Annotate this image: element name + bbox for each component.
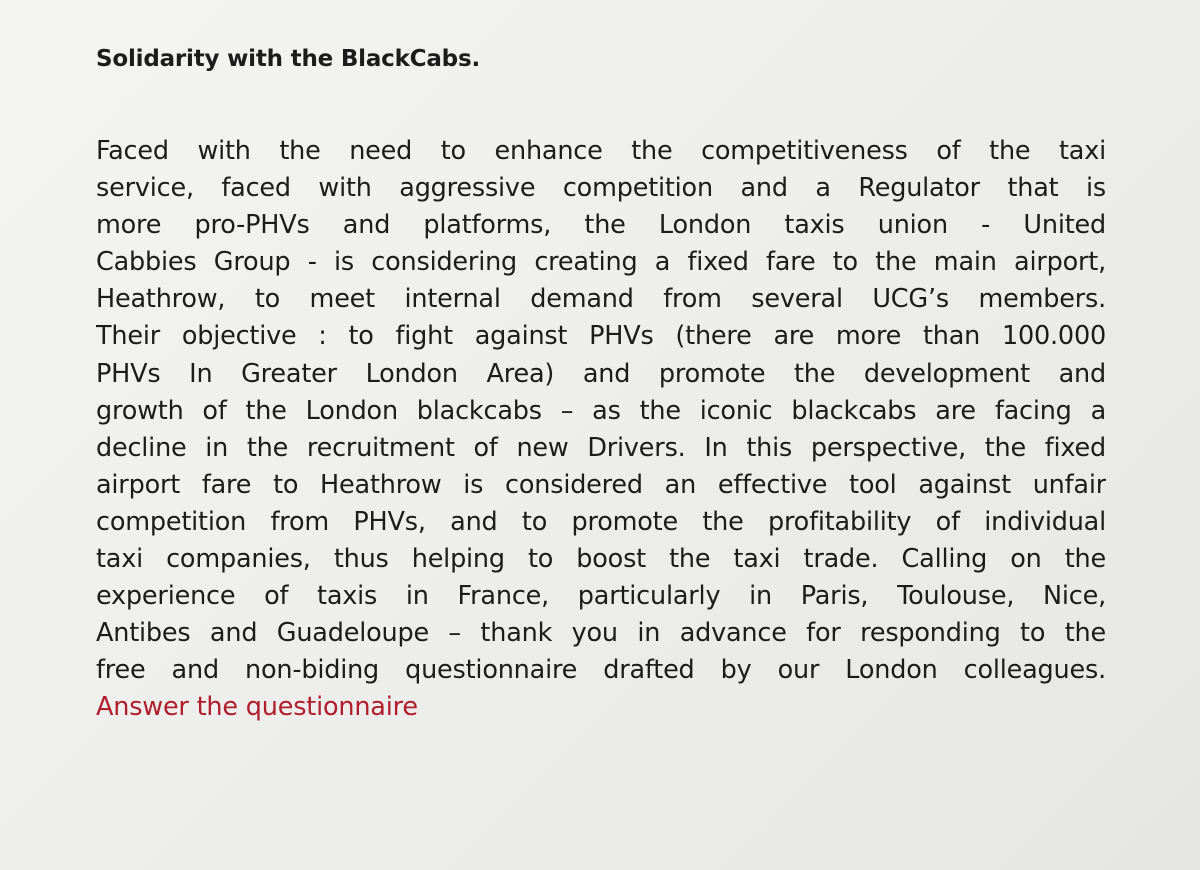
document-title: Solidarity with the BlackCabs. (96, 46, 480, 72)
paragraph-line: Faced with the need to enhance the competitiveness of the taxi (96, 136, 1106, 166)
paragraph-line: decline in the recruitment of new Drivers. In this perspective, the fixed (96, 432, 1106, 463)
body-paragraph (96, 133, 1106, 727)
paragraph-line: Heathrow, to meet internal demand from several UCG’s members. (96, 284, 1106, 315)
paragraph-line: Cabbies Group - is considering creating a fixed fare to the main airport, (96, 247, 1106, 278)
answer-questionnaire-link[interactable]: Answer the questionnaire (96, 692, 418, 723)
paragraph-line: service, faced with aggressive competition and a Regulator that is (96, 173, 1106, 204)
paragraph-line: competition from PHVs, and to promote the profitability of individual (96, 506, 1106, 537)
paragraph-line: growth of the London blackcabs – as the iconic blackcabs are facing a (96, 395, 1106, 426)
paragraph-line: free and non-biding questionnaire drafted by our London colleagues. (96, 655, 1106, 686)
paragraph-line: taxi companies, thus helping to boost the taxi trade. Calling on the (96, 544, 1106, 575)
paragraph-line: PHVs In Greater London Area) and promote the development and (96, 358, 1106, 389)
paragraph-line: airport fare to Heathrow is considered an effective tool against unfair (96, 469, 1106, 500)
paragraph-line: more pro-PHVs and platforms, the London taxis union - United (96, 210, 1106, 241)
paragraph-line: Their objective : to fight against PHVs (there are more than 100.000 (96, 321, 1106, 352)
paragraph-line: Antibes and Guadeloupe – thank you in advance for responding to the (96, 618, 1106, 649)
paragraph-line: experience of taxis in France, particularly in Paris, Toulouse, Nice, (96, 581, 1106, 612)
